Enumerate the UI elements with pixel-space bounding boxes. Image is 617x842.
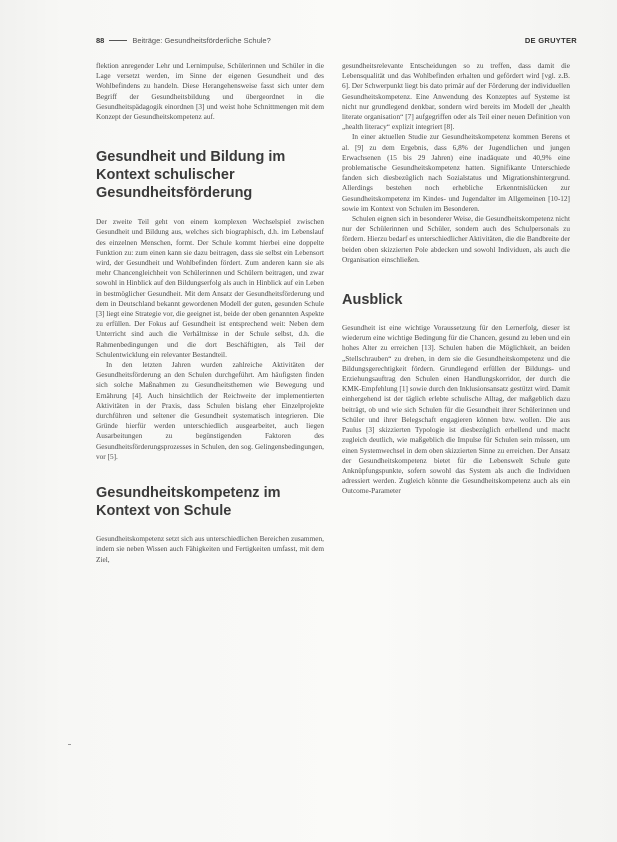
page-header	[96, 33, 577, 47]
header-rule	[109, 40, 127, 41]
section-heading-outlook: Ausblick	[342, 292, 403, 309]
section-heading-health-education: Gesundheit und Bildung im Kontext schulischer Gesundheitsförderung	[96, 149, 286, 202]
pencil-mark	[68, 744, 71, 745]
section1-paragraph-1: Der zweite Teil geht von einem komplexen Wechselspiel zwischen Gesundheit und Bildung aus, welches sich biographisch, d.h. im Lebenslauf des einzelnen Menschen, formt. Der Schule kommt hierbei eine doppelte Funktion zu: zum einen kann sie dazu beitragen, dass sie selbst ein Lebensort wird, der Gesundheit und Wohlbefinden fördert. Zum anderen kann sie als mehr Chancengleichheit von Schülerinnen und Schülern beitragen, und zwar sowohl in Hinblick auf den Bildungserfolg als auch in Hinblick auf ein Leben in bestmöglicher Gesundheit. Mit dem Ansatz der Gesundheitsförderung und dem in Deutschland bekannt gewordenen Modell der guten, gesunden Schule [3] liegt eine Strategie vor, die geeignet ist, beide der oben genannten Aspekte zu erfüllen. Der Fokus auf Gesundheit ist entsprechend weit: Neben dem Unterricht sind auch die Verhältnisse in der Schule selbst, d.h. die Rahmenbedingungen und die dort Beschäftigten, als Teil der Schulentwicklung ein relevanter Bestandteil.	[96, 217, 324, 359]
right-paragraph-3: Schulen eignen sich in besonderer Weise, die Gesundheitskompetenz nicht nur der Schülerinnen und Schüler, sondern auch des Schulpersonals zu fördern. Hierzu bedarf es unterschiedlicher Aktivitäten, die die Bandbreite der beiden oben skizzierten Pole abdecken und sowohl Individuen, als auch die Organisation einschließen.	[342, 214, 570, 264]
right-paragraph-1: gesundheitsrelevante Entscheidungen so zu treffen, dass damit die Lebensqualität und das Wohlbefinden erhalten und gefördert wird [vgl. z.B. 6]. Der Schwerpunkt liegt bis dato primär auf der Förderung der individuellen Gesundheitskompetenz. Eine Anwendung des Konzeptes auf Systeme ist nicht nur grundlegend denkbar, sondern wird bereits im Modell der „health literate organisation“ [7] aufgegriffen oder als Teil einer neuen Definition von „health literacy“ explizit integriert [8].	[342, 61, 570, 132]
running-title: Beiträge: Gesundheitsförderliche Schule?	[132, 35, 271, 45]
section1-paragraph-2: In den letzten Jahren wurden zahlreiche Aktivitäten der Gesundheitsförderung an den Schulen durchgeführt. Am häufigsten finden sich solche Maßnahmen zu Gesundheitsthemen wie Bewegung und Ernährung [4]. Auch hinsichtlich der Reichweite der implementierten Aktivitäten in der Praxis, dass Schulen bislang eher Einzelprojekte durchführen und seltener die Gesundheit systematisch integrieren. Die Gründe hierfür werden unterschiedlich ausgearbeitet, auch liegen Ausarbeitungen zu begünstigenden Faktoren des Gesundheitsförderungsprozesses in Schulen, den sog. Gelingensbedingungen, vor [5].	[96, 360, 324, 461]
right-paragraph-2: In einer aktuellen Studie zur Gesundheitskompetenz kommen Berens et al. [9] zu dem Ergebnis, dass 6,8% der Jugendlichen und jungen Erwachsenen (15 bis 29 Jahren) eine inadäquate und 40,9% eine problematische Gesundheitskompetenz hatten. Signifikante Unterschiede fanden sich diesbezüglich nach Sozialstatus und Migrationshintergrund. Allerdings bestehen noch erhebliche Erkenntnislücken zur Gesundheitskompetenz im Kindes- und Jugendalter im Allgemeinen [10-12] sowie im Kontext von Schulen im Besonderen.	[342, 132, 570, 213]
intro-paragraph: flektion anregender Lehr und Lernimpulse, Schülerinnen und Schüler in die Lage versetzt werden, im Sinne der eigenen Gesundheit und des Wohlbefindens zu handeln. Diese Herangehensweise fasst sich unter dem Begriff der Gesundheitsbildung und übergeordnet in die Gesundheitspädagogik einordnen [3] und weist hohe Schnittmengen mit dem Konzept der Gesundheitskompetenz auf.	[96, 61, 324, 122]
right-column	[342, 61, 570, 497]
left-column	[96, 61, 324, 565]
publisher-name: DE GRUYTER	[524, 35, 577, 45]
section2-paragraph-1: Gesundheitskompetenz setzt sich aus unterschiedlichen Bereichen zusammen, indem sie neben Wissen auch Fähigkeiten und Fertigkeiten umfasst, mit dem Ziel,	[96, 534, 324, 564]
page-number: 88	[96, 35, 105, 45]
outlook-paragraph: Gesundheit ist eine wichtige Voraussetzung für den Lernerfolg, dieser ist wiederum eine wichtige Bedingung für die Chancen, gesund zu leben und ein hohes Alter zu erreichen [13]. Schulen haben die Möglichkeit, an beiden „Stellschrauben“ zu drehen, in dem sie die Gesundheitskompetenz und die Bildungsgerechtigkeit fördern. Grundlegend erfüllen der Bildungs- und Erziehungsauftrag den Schulen einen Handlungskorridor, der durch die KMK-Empfehlung [1] sowie durch den Inklusionsansatz gestützt wird. Damit einhergehend ist der täglich erlebte schulische Alltag, der maßgeblich dazu beiträgt, ob und wie sich Schulen für die Gesundheit ihrer Schülerinnen und Schüler und ihrer Belegschaft engagieren können bzw. wollen. Die aus Paulus [3] skizzierten Typologie ist diesbezüglich erhellend und macht zugleich deutlich, wie maßgeblich die Impulse für Schulen sein müssen, um einen Systemwechsel in dem oben skizzierten Sinne zu erreichen. Der Ansatz der Gesundheitskompetenz bietet für die Lebenswelt Schule gute Anknüpfungspunkte, sofern sowohl das System als auch die Individuen adressiert werden. Zugleich könnte die Gesundheitskompetenz auch als ein Outcome-Parameter	[342, 323, 570, 496]
section-heading-health-literacy: Gesundheitskompetenz im Kontext von Schule	[96, 485, 281, 520]
